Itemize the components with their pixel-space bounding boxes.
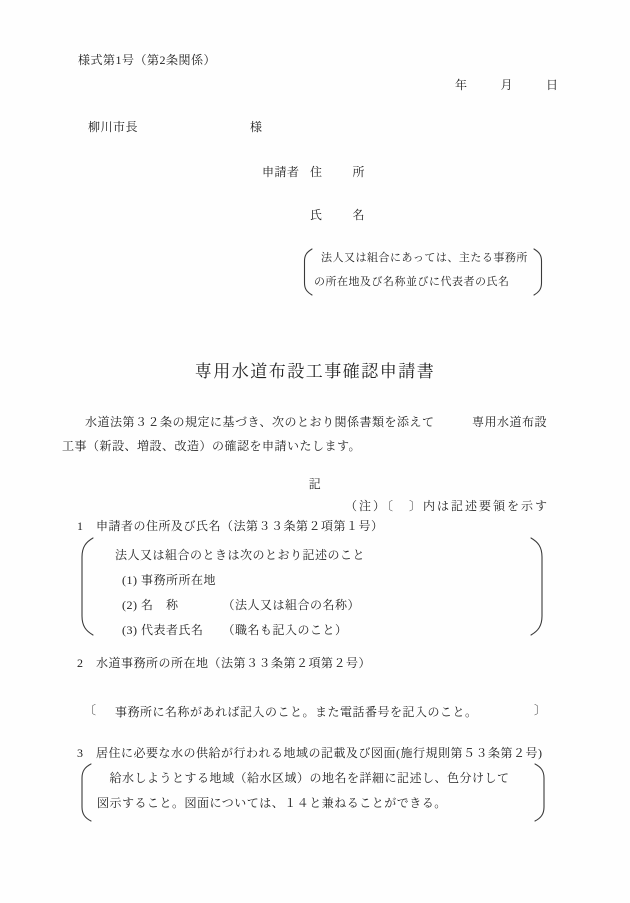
paren-left-icon — [303, 248, 313, 296]
body-paragraph-line: 水道法第３２条の規定に基づき、次のとおり関係書類を添えて 専用水道布設 — [85, 415, 548, 429]
paren-left-icon — [80, 763, 92, 822]
form-number-label: 様式第1号（第2条関係） — [78, 53, 217, 67]
address-char-1: 住 — [310, 165, 323, 179]
paren-right-icon — [534, 763, 546, 822]
item-3-note-line: 図示すること。図面については、１４と兼ねることができる。 — [97, 796, 447, 810]
item-1-heading: 1 申請者の住所及び氏名（法第３３条第２項第１号） — [77, 519, 384, 533]
item-2-heading: 2 水道事務所の所在地（法第３３条第２項第２号） — [77, 656, 372, 670]
paren-right-icon — [533, 248, 543, 296]
page-title: 専用水道布設工事確認申請書 — [194, 362, 436, 381]
name-char-1: 氏 — [310, 208, 323, 222]
addressee-name: 柳川市長 — [88, 120, 139, 134]
paren-left-icon — [80, 537, 94, 636]
item-2-note: 事務所に名称があれば記入のこと。また電話番号を記入のこと。 — [115, 705, 478, 719]
applicant-label: 申請者 — [262, 165, 300, 179]
item-1-note-line: (3) 代表者氏名 （職名も記入のこと） — [122, 623, 348, 637]
paren-right-icon — [530, 537, 544, 636]
legend-note: （注）〔 〕内は記述要領を示す — [345, 499, 550, 513]
item-1-note-line: (2) 名 称 （法人又は組合の名称） — [122, 598, 360, 612]
addressee-honorific: 様 — [250, 120, 263, 134]
applicant-note-line: の所在地及び名称並びに代表者の氏名 — [314, 276, 510, 288]
name-char-2: 名 — [352, 208, 366, 222]
item-3-note-line: 給水しようとする地域（給水区域）の地名を詳細に記述し、色分けして — [97, 771, 510, 785]
body-paragraph-line: 工事（新設、増設、改造）の確認を申請いたします。 — [62, 439, 362, 453]
applicant-address-label — [310, 166, 365, 178]
address-char-2: 所 — [352, 165, 366, 179]
item-3-heading: 3 居住に必要な水の供給が行われる地域の記載及び図面(施行規則第５３条第２号) — [77, 746, 543, 760]
date-day-label: 日 — [546, 78, 559, 92]
applicant-name-label — [310, 209, 365, 221]
date-month-label: 月 — [500, 78, 514, 92]
record-mark: 記 — [308, 477, 322, 491]
bracket-close: 〕 — [534, 703, 547, 717]
date-year-label: 年 — [455, 78, 468, 92]
item-1-note-line: (1) 事務所所在地 — [122, 573, 216, 587]
applicant-note-line: 法人又は組合にあっては、主たる事務所 — [321, 252, 528, 264]
date-line — [455, 79, 559, 91]
bracket-open: 〔 — [84, 703, 97, 717]
item-1-note-line: 法人又は組合のときは次のとおり記述のこと — [115, 548, 366, 562]
